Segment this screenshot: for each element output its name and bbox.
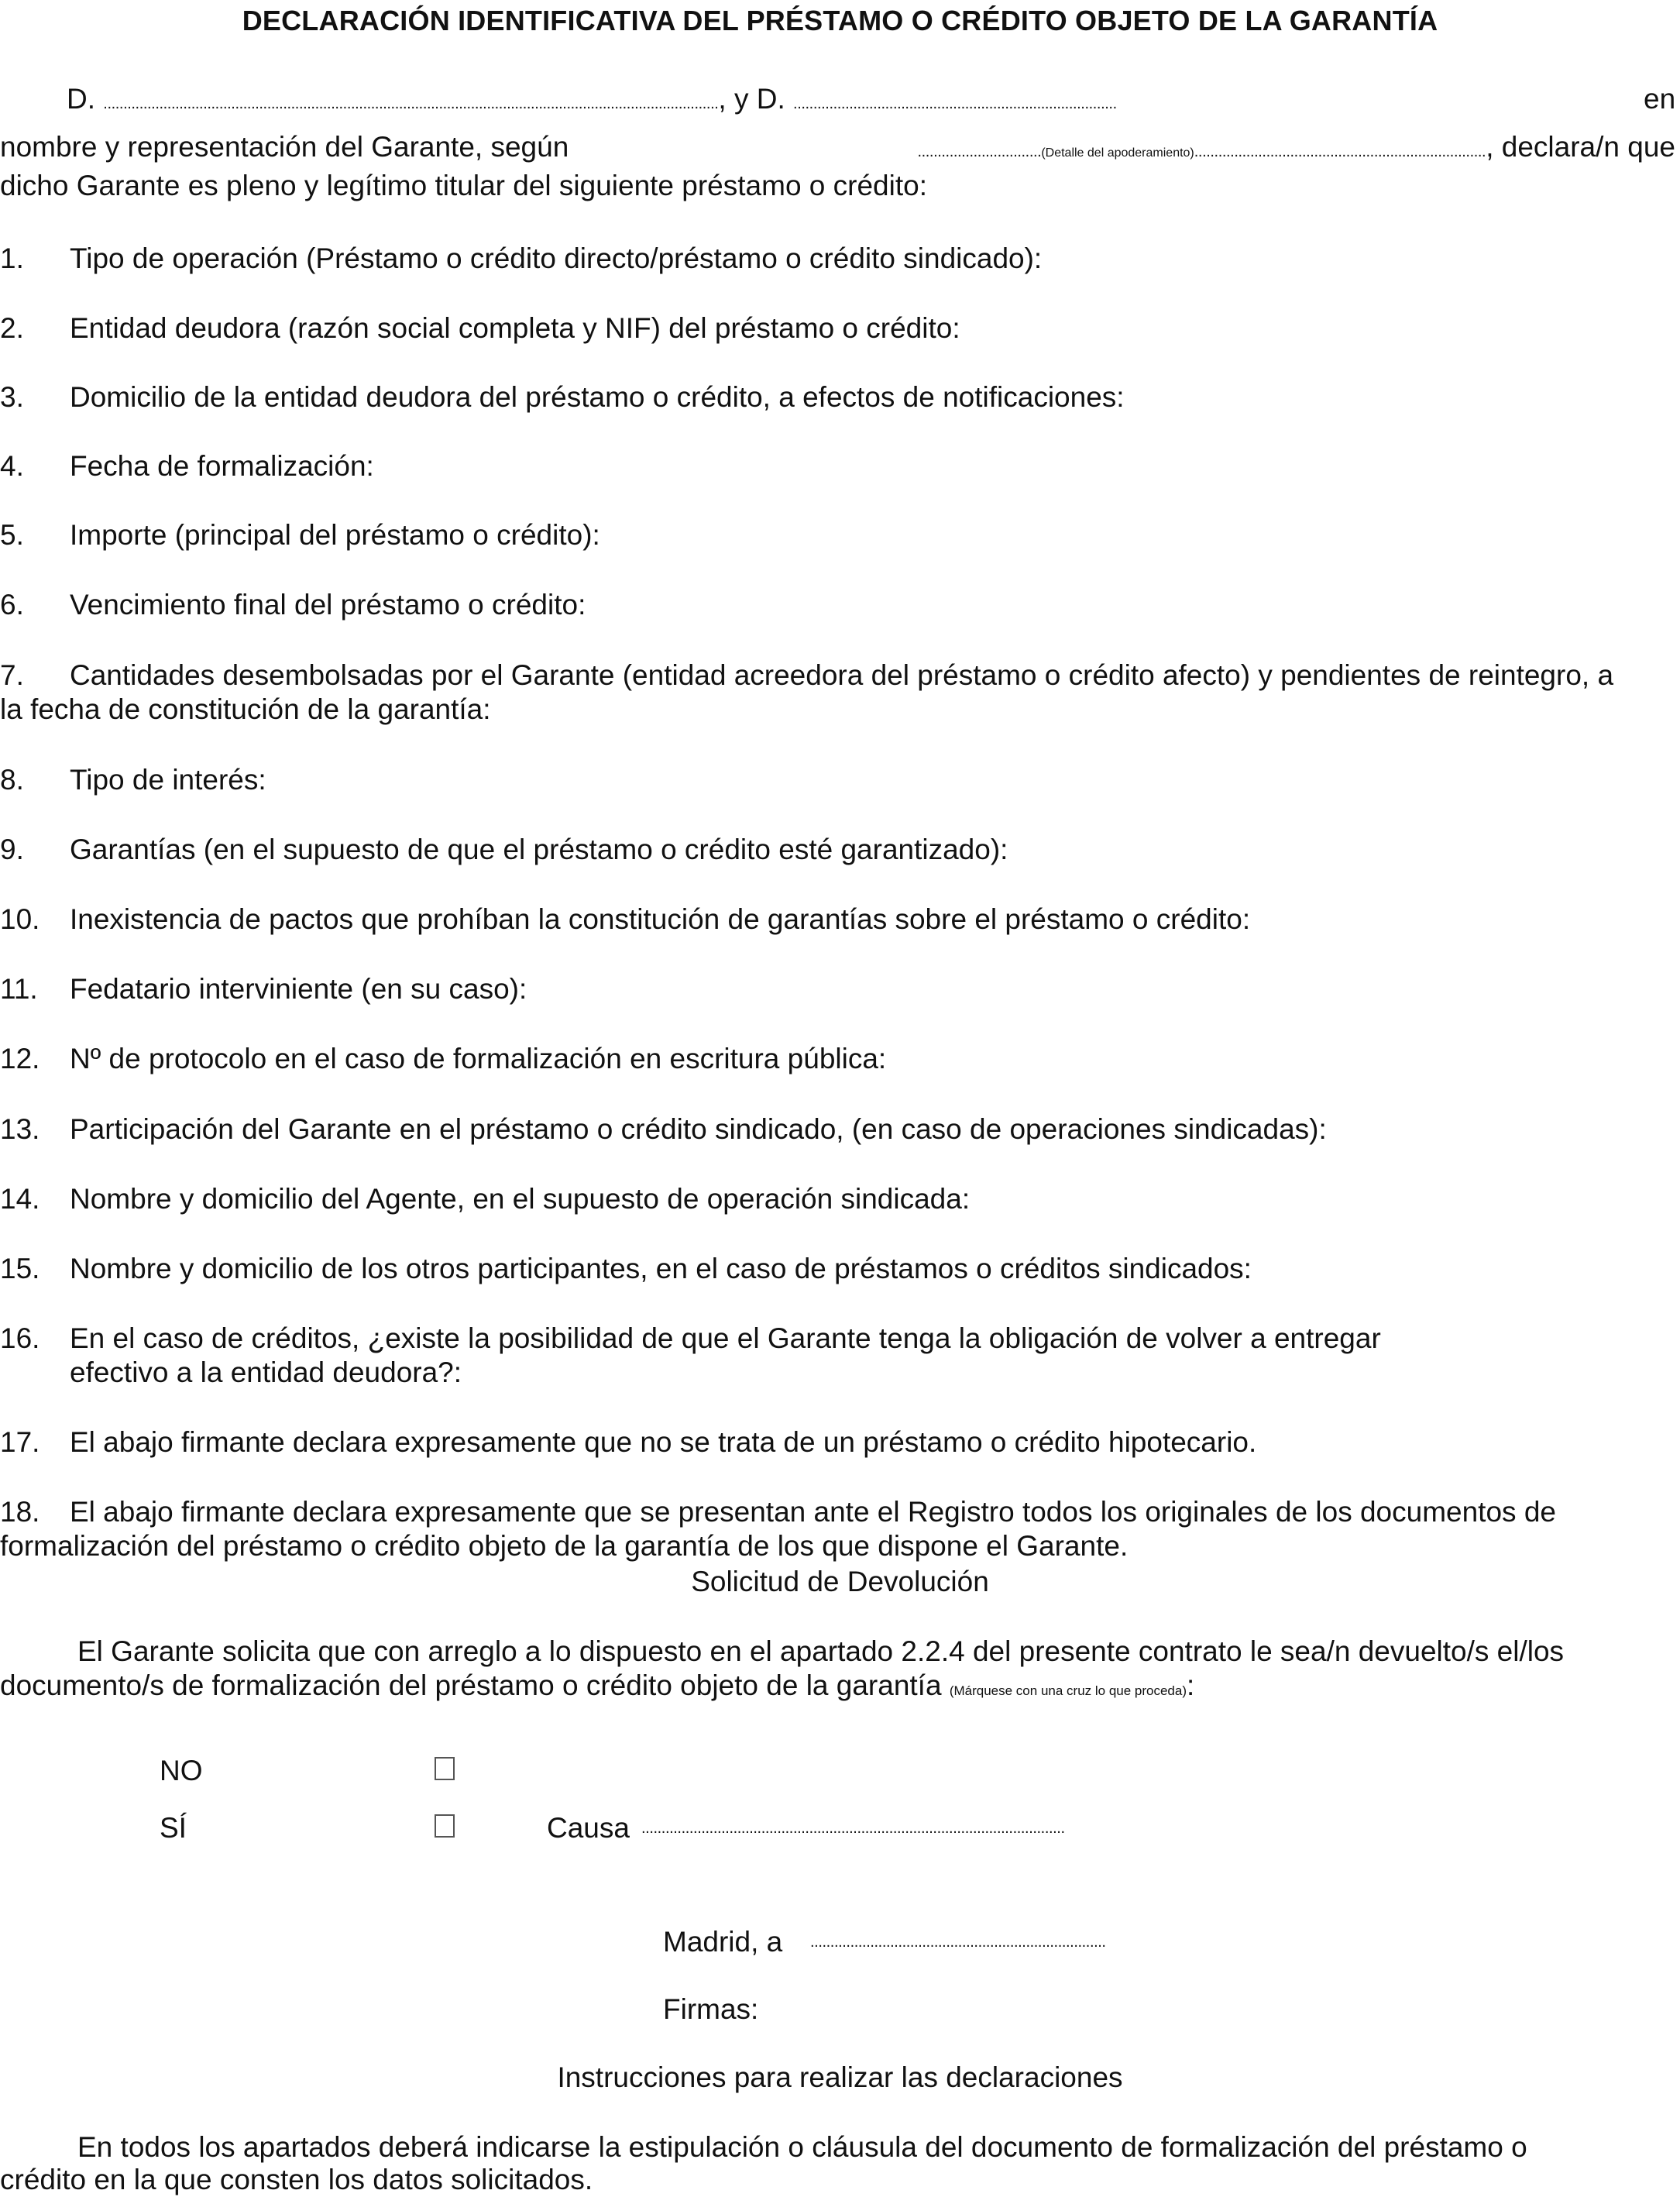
list-item: 12. Nº de protocolo en el caso de formalización en escritura pública: xyxy=(0,1043,887,1074)
list-item: 7. Cantidades desembolsadas por el Garante (entidad acreedora del préstamo o crédito afecto) y pendientes de reintegro, a xyxy=(0,659,1614,691)
firmas-label: Firmas: xyxy=(663,1993,759,2025)
solicitud-paragraph-line-1: El Garante solicita que con arreglo a lo dispuesto en el apartado 2.2.4 del presente contrato le sea/n devuelto/s el/los xyxy=(77,1635,1565,1667)
list-item: 13. Participación del Garante en el préstamo o crédito sindicado, (en caso de operaciones sindicadas): xyxy=(0,1113,1327,1145)
list-item: 17. El abajo firmante declara expresamente que no se trata de un préstamo o crédito hipotecario. xyxy=(0,1426,1257,1458)
list-item: 3. Domicilio de la entidad deudora del préstamo o crédito, a efectos de notificaciones: xyxy=(0,381,1125,413)
intro-blank-2[interactable]: ................................................................................. xyxy=(793,95,1117,112)
intro-line-3: dicho Garante es pleno y legítimo titular del siguiente préstamo o crédito: xyxy=(0,170,927,201)
list-item: 15. Nombre y domicilio de los otros participantes, en el caso de préstamos o créditos sindicados: xyxy=(0,1253,1252,1284)
intro-line-2 xyxy=(0,130,1675,170)
madrid-label: Madrid, a xyxy=(663,1926,783,1958)
list-item-continuation: efectivo a la entidad deudora?: xyxy=(70,1356,462,1388)
list-item: 16. En el caso de créditos, ¿existe la posibilidad de que el Garante tenga la obligación de volver a entregar xyxy=(0,1322,1381,1354)
list-item: 9. Garantías (en el supuesto de que el préstamo o crédito esté garantizado): xyxy=(0,834,1008,865)
list-item: 10. Inexistencia de pactos que prohíban la constitución de garantías sobre el préstamo o crédito: xyxy=(0,903,1251,935)
solicitud-heading: Solicitud de Devolución xyxy=(691,1566,989,1597)
intro-blank-1[interactable]: .......................................................................................................................................................... xyxy=(103,95,719,112)
instrucciones-line-1: En todos los apartados deberá indicarse la estipulación o cláusula del documento de formalización del préstamo o xyxy=(77,2131,1527,2163)
list-item: 4. Fecha de formalización: xyxy=(0,450,374,482)
list-item: 1. Tipo de operación (Préstamo o crédito directo/préstamo o crédito sindicado): xyxy=(0,242,1043,274)
apoderamiento-blank-a[interactable]: ............................... xyxy=(917,143,1042,160)
intro-line2-end: , declara/n que xyxy=(1486,131,1675,163)
intro-en: en xyxy=(1644,83,1676,115)
list-item-continuation: formalización del préstamo o crédito objeto de la garantía de los que dispone el Garante. xyxy=(0,1530,1129,1562)
solicitud-paragraph-line-2: documento/s de formalización del préstamo o crédito objeto de la garantía (Márquese con una cruz lo que proceda): xyxy=(0,1669,1195,1701)
solicitud-hint: (Márquese con una cruz lo que proceda) xyxy=(949,1683,1187,1698)
option-no-checkbox[interactable] xyxy=(435,1757,455,1780)
page-title: DECLARACIÓN IDENTIFICATIVA DEL PRÉSTAMO O CRÉDITO OBJETO DE LA GARANTÍA xyxy=(242,5,1438,36)
madrid-date-blank[interactable]: .......................................................................... xyxy=(810,1934,1106,1951)
intro-d1: D. xyxy=(67,83,95,115)
apoderamiento-blank-b[interactable]: ......................................................................... xyxy=(1194,143,1486,160)
list-item: 5. Importe (principal del préstamo o crédito): xyxy=(0,519,600,551)
list-item: 18. El abajo firmante declara expresamente que se presentan ante el Registro todos los originales de los documentos de xyxy=(0,1496,1556,1528)
list-item: 14. Nombre y domicilio del Agente, en el supuesto de operación sindicada: xyxy=(0,1183,971,1215)
intro-y-d: , y D. xyxy=(718,83,785,115)
list-item: 11. Fedatario interviniente (en su caso): xyxy=(0,973,527,1005)
intro-line2-text: nombre y representación del Garante, según xyxy=(0,131,569,163)
intro-line-1 xyxy=(67,82,1117,121)
apoderamiento-hint: (Detalle del apoderamiento) xyxy=(1041,146,1194,160)
option-no-label: NO xyxy=(160,1755,203,1786)
instrucciones-line-2: crédito en la que consten los datos solicitados. xyxy=(0,2164,593,2195)
list-item-continuation: la fecha de constitución de la garantía: xyxy=(0,693,491,725)
option-si-label: SÍ xyxy=(160,1812,187,1844)
causa-label: Causa xyxy=(547,1812,630,1844)
list-item: 2. Entidad deudora (razón social completa y NIF) del préstamo o crédito: xyxy=(0,312,960,344)
causa-blank[interactable]: .......................................................................................................... xyxy=(641,1820,1065,1837)
option-si-checkbox[interactable] xyxy=(435,1814,455,1838)
list-item: 6. Vencimiento final del préstamo o crédito: xyxy=(0,589,586,621)
instrucciones-heading: Instrucciones para realizar las declaraciones xyxy=(557,2061,1123,2093)
list-item: 8. Tipo de interés: xyxy=(0,764,266,796)
